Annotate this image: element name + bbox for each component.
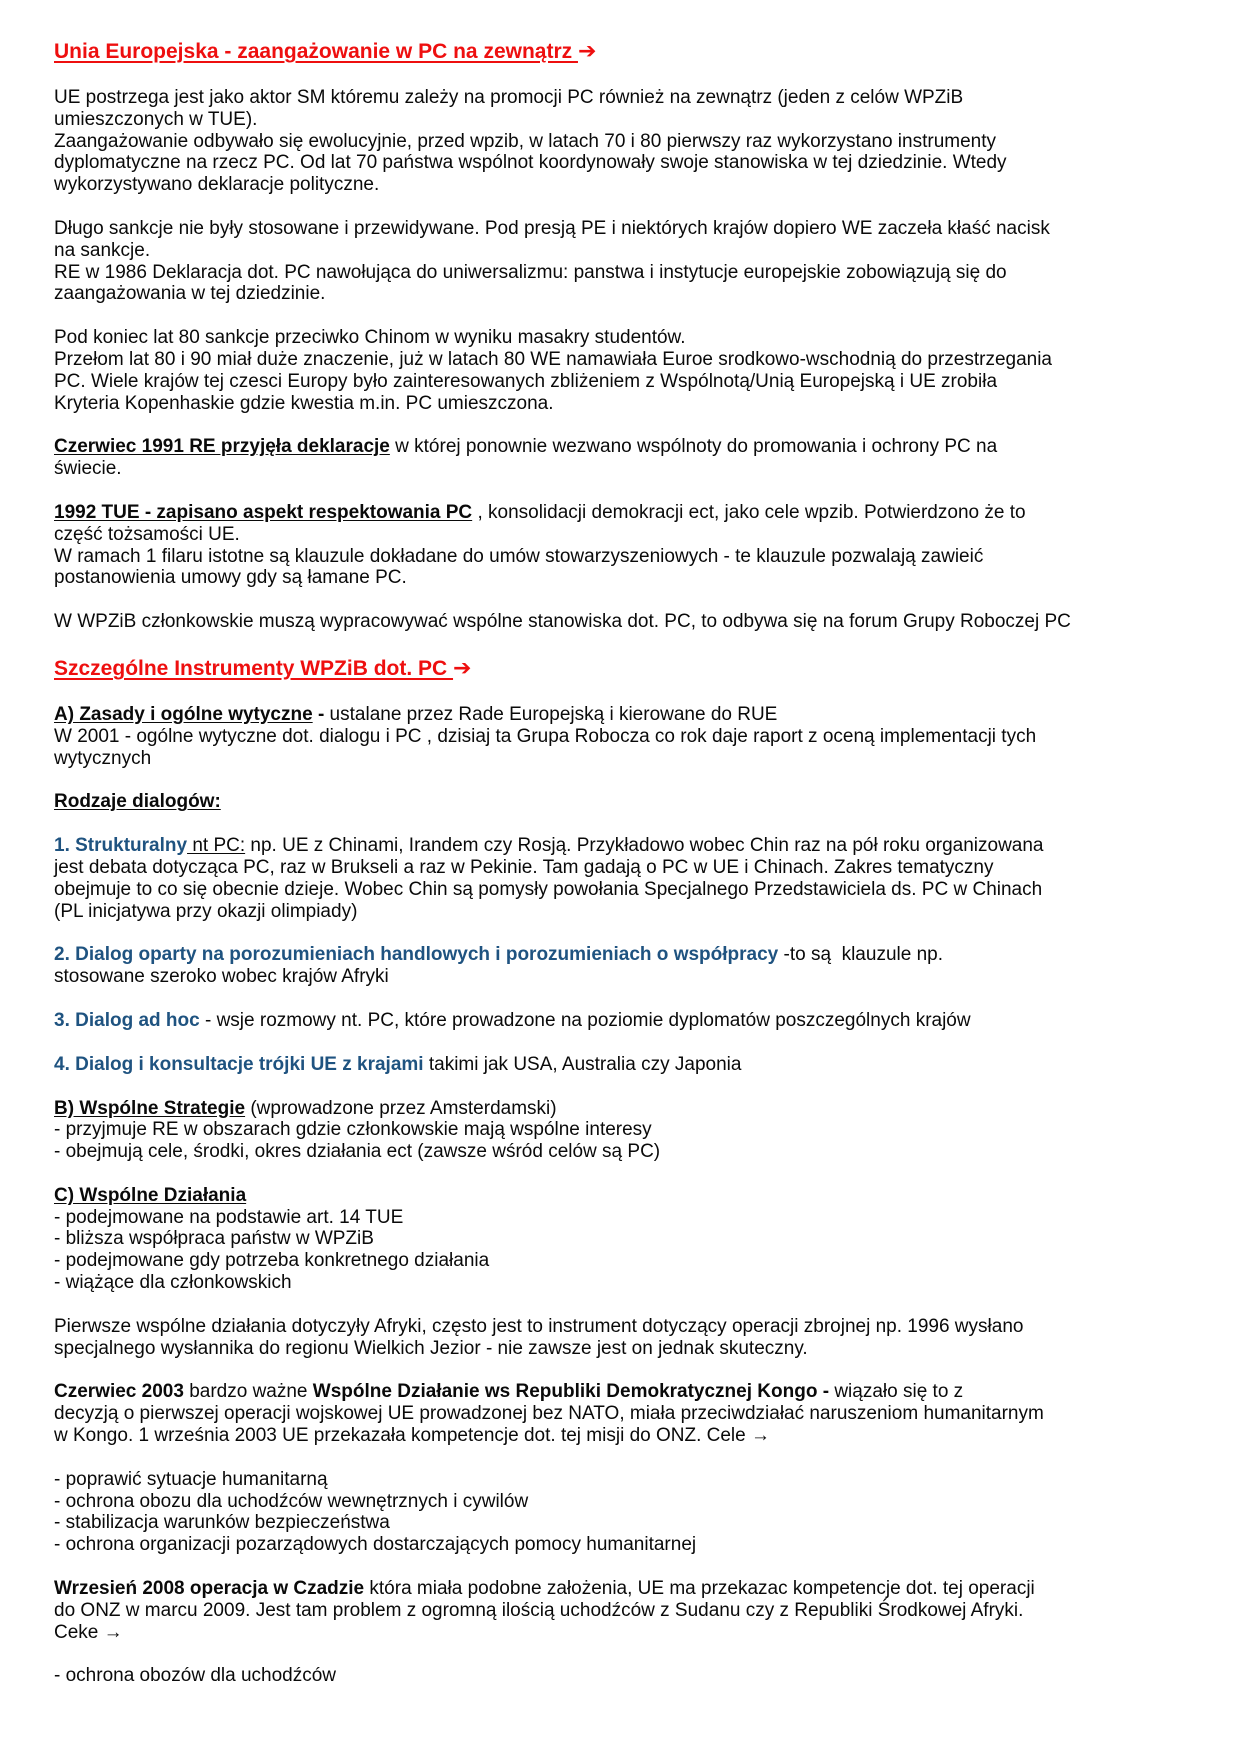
text-line [54, 152, 1190, 174]
paragraph [54, 704, 1190, 769]
text-run: RE w 1986 Deklaracja dot. PC nawołująca do uniwersalizmu: panstwa i instytucje europejskie zobowiązują się do [54, 261, 1007, 283]
paragraph [54, 1010, 1190, 1032]
text-line [54, 1578, 1190, 1600]
text-line [54, 1185, 1190, 1207]
paragraph [54, 1381, 1190, 1446]
text-run: świecie. [54, 458, 122, 480]
text-run: Szczególne Instrumenty WPZiB dot. PC [54, 656, 454, 680]
text-line [54, 944, 1190, 966]
text-line [54, 1534, 1190, 1556]
text-run: - wsje rozmowy nt. PC, które prowadzone na poziomie dyplomatów poszczególnych krajów [199, 1009, 971, 1031]
text-line [54, 524, 1190, 546]
paragraph [54, 611, 1190, 633]
text-run: bardzo ważne [183, 1381, 313, 1403]
text-run: (wprowadzone przez Amsterdamski) [245, 1097, 557, 1119]
text-run: 1992 TUE - zapisano aspekt respektowania PC [54, 501, 473, 523]
text-line [54, 611, 1190, 633]
text-run: umieszczonych w TUE). [54, 108, 258, 130]
text-line [54, 1469, 1190, 1491]
text-line [54, 1622, 1190, 1644]
text-run: 1. Strukturalny [54, 835, 188, 857]
text-run: która miała podobne założenia, UE ma przekazac kompetencje dot. tej operacji [364, 1578, 1035, 1600]
paragraph [54, 1098, 1190, 1163]
text-line [54, 1098, 1190, 1120]
heavy-right-arrow-icon: ➔ [453, 655, 472, 681]
text-run: Rodzaje dialogów: [54, 791, 221, 813]
text-run: zaangażowania w tej dziedzinie. [54, 283, 326, 305]
paragraph [54, 1665, 1190, 1687]
text-line [54, 1665, 1190, 1687]
text-run: Czerwiec 1991 RE przyjęła deklaracje [54, 436, 390, 458]
text-run: część tożsamości UE. [54, 523, 240, 545]
paragraph [54, 1054, 1190, 1076]
paragraph [54, 1578, 1190, 1643]
paragraph [54, 436, 1190, 480]
text-line [54, 1119, 1190, 1141]
text-run: wykorzystywano deklaracje polityczne. [54, 174, 380, 196]
text-run: Długo sankcje nie były stosowane i przewidywane. Pod presją PE i niektórych krajów dopiero WE zaczeła kłaść nacisk [54, 217, 1050, 239]
text-run: w Kongo. 1 września 2003 UE przekazała kompetencje dot. tej misji do ONZ. Cele → [54, 1425, 770, 1447]
text-run: Zaangażowanie odbywało się ewolucyjnie, przed wpzib, w latach 70 i 80 pierwszy raz wykorzystano instrumenty [54, 130, 997, 152]
text-run: - poprawić sytuacje humanitarną [54, 1468, 328, 1490]
document-body [54, 38, 1190, 1687]
text-run: - podejmowane gdy potrzeba konkretnego działania [54, 1250, 490, 1272]
text-line [54, 966, 1190, 988]
text-line [54, 1403, 1190, 1425]
text-line [54, 704, 1190, 726]
text-run: C) Wspólne Działania [54, 1184, 247, 1206]
text-line [54, 835, 1190, 857]
text-line [54, 327, 1190, 349]
text-run: takimi jak USA, Australia czy Japonia [423, 1053, 742, 1075]
heavy-right-arrow-icon: ➔ [577, 39, 597, 64]
text-run: jest debata dotycząca PC, raz w Brukseli a raz w Pekinie. Tam gadają o PC w UE i Chinach. Zakres tematyczny [54, 856, 994, 878]
text-line [54, 1338, 1190, 1360]
paragraph [54, 944, 1190, 988]
text-line [54, 1491, 1190, 1513]
text-line [54, 436, 1190, 458]
text-line [54, 502, 1190, 524]
text-run: - bliższa współpraca państw w WPZiB [54, 1228, 374, 1250]
text-run: na sankcje. [54, 239, 151, 261]
text-run: B) Wspólne Strategie [54, 1097, 246, 1119]
text-line [54, 726, 1190, 748]
text-run: 3. Dialog ad hoc [54, 1009, 200, 1031]
text-run: w której ponownie wezwano wspólnoty do promowania i ochrony PC na [389, 436, 998, 458]
text-run: PC. Wiele krajów tej czesci Europy było zainteresowanych zbliżeniem z Wspólnotą/Unią Europejską i UE zrobiła [54, 370, 998, 392]
paragraph [54, 835, 1190, 922]
text-run: Kryteria Kopenhaskie gdzie kwestia m.in. PC umieszczona. [54, 392, 554, 414]
text-run: ustalane przez Rade Europejską i kierowane do RUE [324, 703, 778, 725]
text-run: - ochrona organizacji pozarządowych dostarczających pomocy humanitarnej [54, 1534, 697, 1556]
text-run: W WPZiB członkowskie muszą wypracowywać wspólne stanowiska dot. PC, to odbywa się na forum Grupy Roboczej PC [54, 611, 1071, 633]
text-run: Pierwsze wspólne działania dotyczyły Afryki, często jest to instrument dotyczący operacji zbrojnej np. 1996 wysłano [54, 1315, 1024, 1337]
text-line [54, 240, 1190, 262]
text-line [54, 791, 1190, 813]
text-run: postanowienia umowy gdy są łamane PC. [54, 567, 407, 589]
text-line [54, 1425, 1190, 1447]
text-run: 2. Dialog oparty na porozumieniach handlowych i porozumieniach o współpracy [54, 944, 779, 966]
text-run: np. UE z Chinami, Irandem czy Rosją. Przykładowo wobec Chin raz na pół roku organizowana [245, 835, 1044, 857]
text-line [54, 283, 1190, 305]
text-run: Przełom lat 80 i 90 miał duże znaczenie, już w latach 80 WE namawiała Euroe srodkowo-wschodnią do przestrzegania [54, 348, 1053, 370]
text-line [54, 393, 1190, 415]
text-run: - ochrona obozów dla uchodźców [54, 1665, 337, 1687]
text-line [54, 1316, 1190, 1338]
text-run: W ramach 1 filaru istotne są klauzule dokładane do umów stowarzyszeniowych - te klauzule pozwalają zawieić [54, 545, 984, 567]
text-line [54, 1512, 1190, 1534]
text-run: - stabilizacja warunków bezpieczeństwa [54, 1512, 390, 1534]
text-run: - [312, 703, 325, 725]
text-line [54, 38, 1190, 65]
text-line [54, 349, 1190, 371]
text-line [54, 1228, 1190, 1250]
text-run: specjalnego wysłannika do regionu Wielkich Jezior - nie zawsze jest on jednak skuteczny. [54, 1337, 808, 1359]
text-run: do ONZ w marcu 2009. Jest tam problem z ogromną ilością uchodźców z Sudanu czy z Republiki Środkowej Afryki. [54, 1599, 1024, 1621]
text-line [54, 1207, 1190, 1229]
text-line [54, 655, 1190, 682]
section-heading [54, 38, 1190, 65]
text-run: obejmuje to co się obecnie dzieje. Wobec Chin są pomysły powołania Specjalnego Przedstawiciela ds. PC w Chinach [54, 878, 1043, 900]
text-run: wiązało się to z [829, 1381, 964, 1403]
text-run: Pod koniec lat 80 sankcje przeciwko Chinom w wyniku masakry studentów. [54, 327, 686, 349]
text-run: - przyjmuje RE w obszarach gdzie członkowskie mają wspólne interesy [54, 1119, 652, 1141]
text-line [54, 857, 1190, 879]
text-line [54, 458, 1190, 480]
text-line [54, 1381, 1190, 1403]
paragraph [54, 1469, 1190, 1556]
text-run: stosowane szeroko wobec krajów Afryki [54, 966, 389, 988]
paragraph [54, 502, 1190, 589]
text-run: , konsolidacji demokracji ect, jako cele wpzib. Potwierdzono że to [472, 501, 1026, 523]
text-run: - ochrona obozu dla uchodźców wewnętrznych i cywilów [54, 1490, 529, 1512]
text-run: (PL inicjatywa przy okazji olimpiady) [54, 900, 358, 922]
text-line [54, 218, 1190, 240]
text-line [54, 1141, 1190, 1163]
text-line [54, 1010, 1190, 1032]
text-line [54, 546, 1190, 568]
text-run: Wrzesień 2008 operacja w Czadzie [54, 1578, 365, 1600]
text-line [54, 131, 1190, 153]
text-run: Czerwiec 2003 [54, 1381, 184, 1403]
text-run: dyplomatyczne na rzecz PC. Od lat 70 państwa wspólnot koordynowały swoje stanowiska w tej dziedzinie. Wtedy [54, 152, 1007, 174]
text-run: - wiążące dla członkowskich [54, 1272, 292, 1294]
text-line [54, 1054, 1190, 1076]
text-run: decyzją o pierwszej operacji wojskowej UE prowadzonej bez NATO, miała przeciwdziałać naruszeniom humanitarnym [54, 1403, 1044, 1425]
text-run: 4. Dialog i konsultacje trójki UE z krajami [54, 1053, 424, 1075]
text-run: A) Zasady i ogólne wytyczne [54, 703, 313, 725]
paragraph [54, 1316, 1190, 1360]
paragraph [54, 87, 1190, 196]
section-heading [54, 655, 1190, 682]
paragraph [54, 1185, 1190, 1294]
text-run: W 2001 - ogólne wytyczne dot. dialogu i PC , dzisiaj ta Grupa Robocza co rok daje raport z oceną implementacji tych [54, 725, 1037, 747]
text-line [54, 174, 1190, 196]
text-line [54, 87, 1190, 109]
text-run: Unia Europejska - zaangażowanie w PC na zewnątrz [54, 40, 578, 63]
text-line [54, 262, 1190, 284]
text-run: - obejmują cele, środki, okres działania ect (zawsze wśród celów są PC) [54, 1141, 661, 1163]
text-line [54, 1272, 1190, 1294]
text-line [54, 371, 1190, 393]
text-run: wytycznych [54, 747, 152, 769]
text-run: UE postrzega jest jako aktor SM któremu zależy na promocji PC również na zewnątrz (jeden z celów WPZiB [54, 87, 964, 108]
paragraph [54, 218, 1190, 305]
text-line [54, 879, 1190, 901]
text-line [54, 1250, 1190, 1272]
text-run: Ceke → [54, 1621, 123, 1643]
text-line [54, 109, 1190, 131]
text-run: - podejmowane na podstawie art. 14 TUE [54, 1206, 404, 1228]
text-line [54, 748, 1190, 770]
text-line [54, 567, 1190, 589]
text-line [54, 901, 1190, 923]
text-line [54, 1600, 1190, 1622]
text-run: nt PC: [187, 835, 246, 857]
paragraph [54, 327, 1190, 414]
paragraph [54, 791, 1190, 813]
text-run: Wspólne Działanie ws Republiki Demokratycznej Kongo - [312, 1381, 830, 1403]
text-run: -to są klauzule np. [778, 944, 943, 966]
